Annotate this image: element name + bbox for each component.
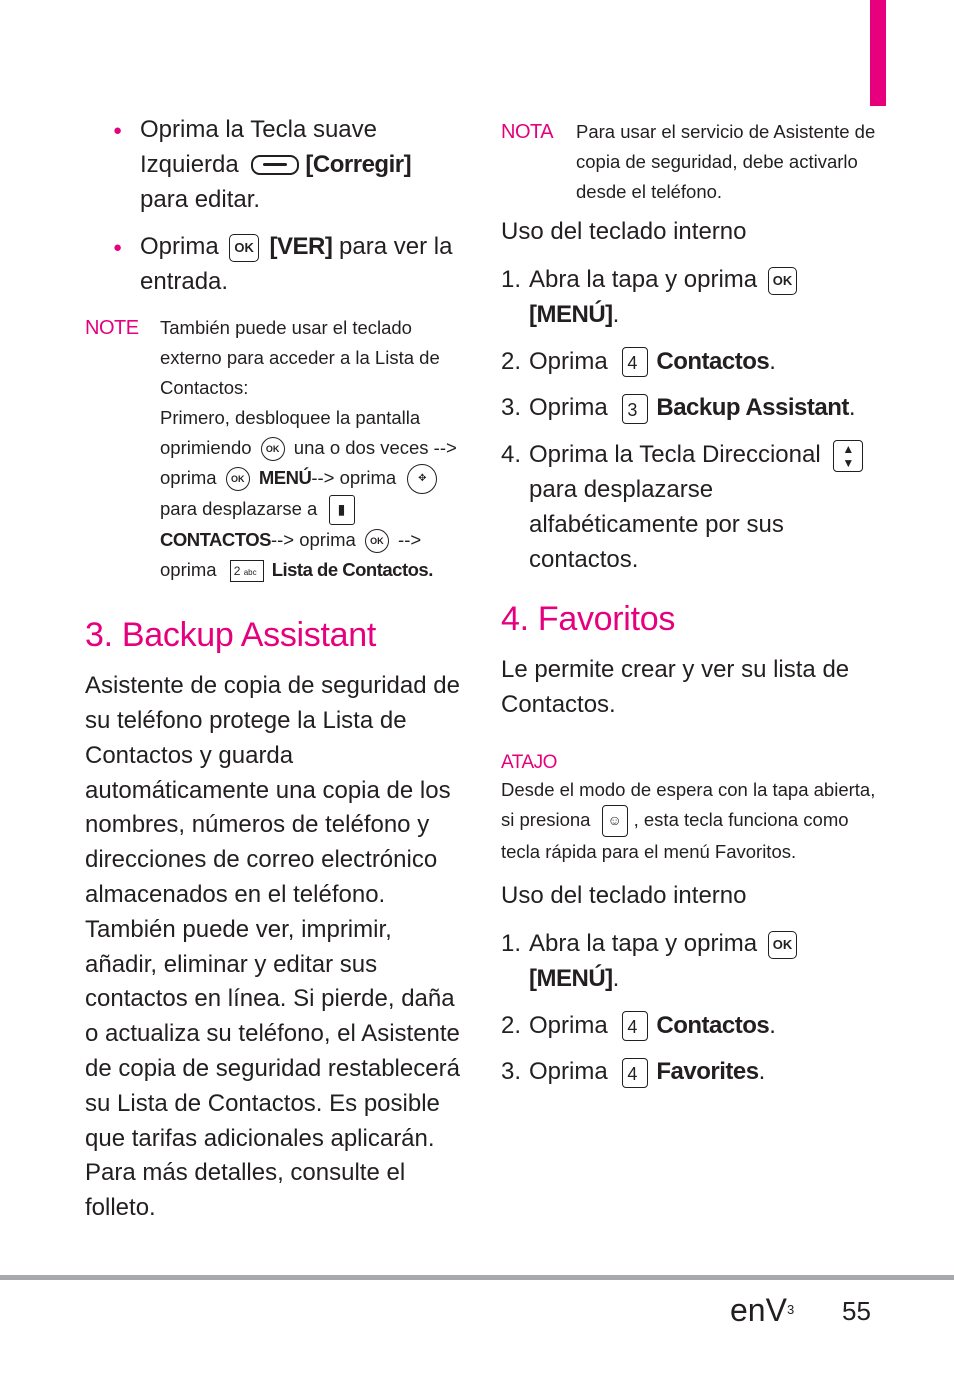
step-item: 4. Oprima la Tecla Direccional ▲ ▼ para desplazarse alfabéticamente por sus contactos.: [501, 438, 881, 577]
bullet-dot-icon: ●: [113, 122, 123, 139]
section-heading: 3. Backup Assistant: [85, 616, 377, 655]
atajo-text: Desde el modo de espera con la tapa abierta, si presiona ☺ , esta tecla funciona como tecla rápida para el menú Favoritos.: [501, 778, 876, 863]
key-4-icon: 4: [622, 1011, 648, 1041]
contacts-icon: ▮: [329, 495, 355, 525]
step-item: 1. Abra la tapa y oprima OK [MENÚ].: [501, 927, 881, 997]
footer-rule: [0, 1275, 954, 1280]
bullet-text: para ver la entrada.: [140, 233, 453, 296]
bullet-bold: [Corregir]: [305, 150, 412, 178]
key-4-icon: 4: [622, 1058, 648, 1088]
page-number: 55: [842, 1296, 871, 1326]
key-4-icon: 4: [622, 347, 648, 377]
step-item: 1. Abra la tapa y oprima OK [MENÚ].: [501, 263, 881, 333]
bullet-item: [113, 113, 465, 217]
bullet-text: para editar.: [140, 185, 261, 213]
favorites-key-icon: ☺: [602, 805, 628, 837]
nota-tag: NOTA: [501, 121, 554, 143]
subheading: Uso del teclado interno: [501, 882, 747, 910]
atajo-tag: ATAJO: [501, 751, 557, 773]
bullet-dot-icon: ●: [113, 239, 123, 257]
left-soft-key-icon: [251, 155, 299, 175]
step-item: 2. Oprima 4 Contactos.: [501, 1009, 881, 1044]
section-intro: Le permite crear y ver su lista de Contactos.: [501, 656, 850, 719]
nota-text: Para usar el servicio de Asistente de copia de seguridad, debe activarlo desde el teléfono.: [576, 121, 876, 202]
bullet-text: Oprima la Tecla suave Izquierda: [140, 116, 377, 178]
bullet-bold: [VER]: [269, 233, 333, 261]
ok-key-icon: OK: [768, 267, 798, 295]
nota-block: [501, 117, 881, 207]
note-text: También puede usar el teclado externo para acceder a la Lista de Contactos: Primero, desbloquee la pantalla oprimiendo OK una o dos veces --> oprima OK MENÚ--> oprima ✥ para desplazarse a ▮ CONTACTOS--> oprima OK --> oprima 2 abc Lista de Contactos.: [160, 313, 465, 585]
ok-round-icon: OK: [226, 467, 250, 491]
key-3-icon: 3: [622, 394, 648, 424]
atajo-block: [501, 751, 881, 867]
right-column: [501, 113, 881, 1102]
ok-round-icon: OK: [261, 437, 285, 461]
ok-round-icon: OK: [365, 529, 389, 553]
step-item: 2. Oprima 4 Contactos.: [501, 345, 881, 380]
step-item: 3. Oprima 3 Backup Assistant.: [501, 391, 881, 426]
note-block: [85, 313, 465, 585]
section-heading: 4. Favoritos: [501, 600, 676, 639]
left-column: [85, 113, 465, 1226]
step-item: 3. Oprima 4 Favorites.: [501, 1055, 881, 1090]
navigation-key-icon: ✥: [407, 464, 437, 494]
key-2-icon: 2 abc: [230, 560, 264, 582]
subheading: Uso del teclado interno: [501, 218, 747, 245]
section-tab: [870, 0, 886, 106]
section-paragraph: Asistente de copia de seguridad de su teléfono protege la Lista de Contactos y guarda automáticamente una copia de los nombres, números de teléfono y direcciones de correo electrónico almacenados en el teléfono. También puede ver, imprimir, añadir, eliminar y editar sus contactos en línea. Si pierde, daña o actualiza su teléfono, el Asistente de copia de seguridad restablecerá su Lista de Contactos. Es posible que tarifas adicionales aplicarán. Para más detalles, consulte el folleto.: [85, 672, 460, 1222]
bullet-item: [113, 230, 465, 300]
ok-key-icon: OK: [229, 234, 259, 262]
env3-logo: enV$^3$: [730, 1292, 795, 1328]
directional-key-icon: ▲ ▼: [833, 440, 863, 472]
note-tag: NOTE: [85, 316, 139, 339]
ok-key-icon: OK: [768, 931, 798, 959]
bullet-text: Oprima: [140, 233, 226, 261]
